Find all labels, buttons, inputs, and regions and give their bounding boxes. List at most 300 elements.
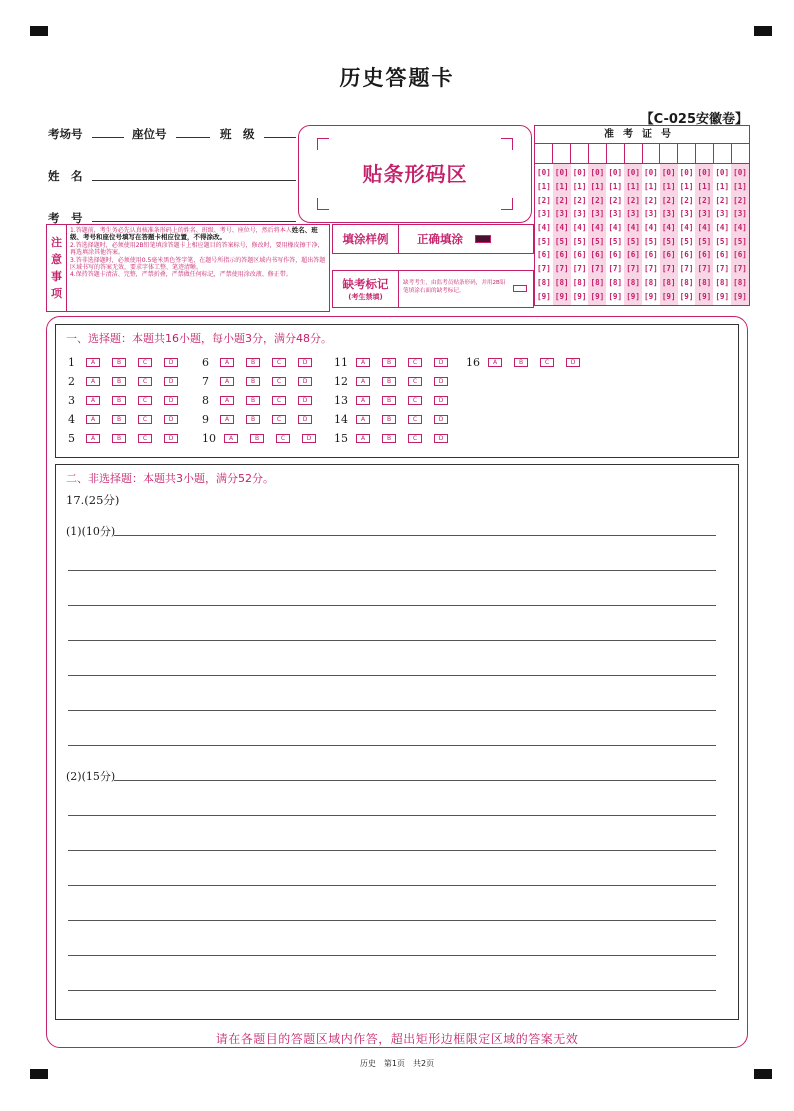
mc-option-bubble[interactable]: D bbox=[302, 434, 316, 443]
exam-id-bubble[interactable]: [7] bbox=[697, 264, 712, 274]
mc-option-bubble[interactable]: A bbox=[356, 377, 370, 386]
exam-id-bubble[interactable]: [0] bbox=[697, 168, 712, 178]
mc-option-bubble[interactable]: C bbox=[408, 377, 422, 386]
exam-id-bubble[interactable]: [7] bbox=[537, 264, 551, 274]
exam-id-digit-column bbox=[553, 164, 571, 305]
exam-id-bubble[interactable]: [3] bbox=[626, 209, 640, 219]
mc-option-bubble[interactable]: C bbox=[408, 415, 422, 424]
exam-id-cell[interactable] bbox=[678, 144, 696, 163]
exam-id-bubble[interactable]: [6] bbox=[644, 250, 658, 260]
mc-question-number: 1 bbox=[68, 355, 75, 369]
mc-option-bubble[interactable]: A bbox=[86, 434, 100, 443]
free-response-section bbox=[55, 464, 739, 1020]
notice-heading-char: 注 bbox=[51, 236, 62, 249]
mc-option-bubble[interactable]: D bbox=[164, 415, 178, 424]
seat-field[interactable] bbox=[176, 137, 210, 138]
exam-id-bubble[interactable]: [5] bbox=[608, 236, 623, 246]
mc-question bbox=[68, 431, 190, 445]
exam-id-bubble[interactable]: [5] bbox=[697, 236, 712, 246]
mc-option-bubble[interactable]: D bbox=[298, 377, 312, 386]
mc-question bbox=[68, 374, 190, 388]
mc-question-number: 12 bbox=[334, 374, 348, 388]
notice-heading-char: 意 bbox=[51, 253, 62, 266]
exam-id-write-cells bbox=[535, 144, 749, 164]
alignment-marker-bottom-left bbox=[30, 1069, 48, 1079]
exam-id-bubble[interactable]: [8] bbox=[715, 277, 730, 287]
answer-line[interactable] bbox=[68, 640, 716, 641]
exam-id-bubble[interactable]: [4] bbox=[554, 223, 569, 233]
mc-option-bubble[interactable]: A bbox=[220, 415, 234, 424]
exam-id-bubble[interactable]: [0] bbox=[733, 168, 747, 178]
mc-option-bubble[interactable]: B bbox=[246, 415, 260, 424]
exam-id-bubble[interactable]: [4] bbox=[715, 223, 730, 233]
fill-sample-label: 填涂样例 bbox=[333, 225, 399, 253]
exam-id-bubble[interactable]: [5] bbox=[537, 236, 551, 246]
exam-id-bubble[interactable]: [2] bbox=[626, 195, 640, 205]
notice-item-3: 3.答非选择题时，必须使用0.5毫米黑色签字笔，在题号所指示的答题区域内书写作答，超出答题区域书写的答案无效，要求字体工整、笔迹清晰。 bbox=[70, 256, 326, 272]
mc-question bbox=[68, 393, 190, 407]
mc-question bbox=[334, 374, 460, 388]
exam-id-cell[interactable] bbox=[625, 144, 643, 163]
mc-option-bubble[interactable]: A bbox=[220, 377, 234, 386]
page-number: 历史 第1页 共2页 bbox=[359, 1059, 435, 1068]
exam-id-bubble[interactable]: [8] bbox=[697, 277, 712, 287]
exam-id-bubble[interactable]: [7] bbox=[715, 264, 730, 274]
notice-box bbox=[46, 224, 330, 312]
exam-id-bubble[interactable]: [5] bbox=[590, 236, 605, 246]
mc-question-number: 3 bbox=[68, 393, 75, 407]
exam-id-bubble[interactable]: [9] bbox=[679, 291, 694, 301]
exam-id-bubble[interactable]: [6] bbox=[661, 250, 676, 260]
exam-id-bubble[interactable]: [3] bbox=[590, 209, 605, 219]
exam-id-bubble[interactable]: [9] bbox=[554, 291, 569, 301]
exam-id-bubble[interactable]: [3] bbox=[733, 209, 747, 219]
exam-id-bubble[interactable]: [2] bbox=[590, 195, 605, 205]
exam-id-bubble[interactable]: [4] bbox=[697, 223, 712, 233]
mc-option-bubble[interactable]: A bbox=[356, 396, 370, 405]
exam-id-digit-columns bbox=[535, 164, 749, 305]
mc-option-bubble[interactable]: D bbox=[566, 358, 580, 367]
exam-id-digit-column bbox=[713, 164, 731, 305]
exam-id-bubble[interactable]: [1] bbox=[644, 182, 658, 192]
exam-id-bubble[interactable]: [8] bbox=[537, 277, 551, 287]
absent-mark-box bbox=[332, 270, 534, 308]
exam-id-bubble[interactable]: [1] bbox=[537, 182, 551, 192]
multiple-choice-title: 一、选择题：本题共16小题，每小题3分，满分48分。 bbox=[66, 332, 332, 345]
exam-id-bubble[interactable]: [2] bbox=[537, 195, 551, 205]
exam-id-bubble[interactable]: [3] bbox=[661, 209, 676, 219]
class-label: 班 级 bbox=[220, 127, 255, 141]
exam-id-bubble[interactable]: [2] bbox=[679, 195, 694, 205]
mc-question-number: 9 bbox=[202, 412, 209, 426]
exam-id-bubble[interactable]: [3] bbox=[679, 209, 694, 219]
mc-option-bubble[interactable]: D bbox=[164, 377, 178, 386]
exam-id-digit-column bbox=[678, 164, 696, 305]
notice-item-1: 1.答题前，考生务必先认真核准条形码上的姓名、班级、考号、座位号，然后将本人姓名、班级、考号和座位号填写在答题卡相应位置，不得涂改。 bbox=[70, 226, 318, 242]
exam-id-bubble[interactable]: [0] bbox=[715, 168, 730, 178]
exam-id-bubble[interactable]: [9] bbox=[608, 291, 623, 301]
alignment-marker-bottom-right bbox=[754, 1069, 772, 1079]
mc-option-bubble[interactable]: D bbox=[434, 396, 448, 405]
exam-id-bubble[interactable]: [5] bbox=[572, 236, 587, 246]
mc-option-bubble[interactable]: A bbox=[86, 377, 100, 386]
mc-question bbox=[334, 431, 460, 445]
mc-option-bubble[interactable]: D bbox=[434, 358, 448, 367]
notice-body bbox=[70, 227, 326, 279]
answer-line[interactable] bbox=[68, 920, 716, 921]
exam-id-cell[interactable] bbox=[714, 144, 732, 163]
exam-id-bubble[interactable]: [7] bbox=[644, 264, 658, 274]
mc-question-number: 6 bbox=[202, 355, 209, 369]
notice-item-4: 4.保持答题卡清洁、完整，严禁折叠，严禁做任何标记，严禁使用涂改液、修正带。 bbox=[70, 271, 292, 279]
mc-question-number: 11 bbox=[334, 355, 348, 369]
exam-id-bubble[interactable]: [9] bbox=[590, 291, 605, 301]
mc-question-number: 2 bbox=[68, 374, 75, 388]
exam-id-bubble[interactable]: [0] bbox=[537, 168, 551, 178]
exam-id-bubble[interactable]: [0] bbox=[572, 168, 587, 178]
mc-option-bubble[interactable]: C bbox=[138, 415, 152, 424]
mc-question bbox=[202, 412, 324, 426]
mc-question bbox=[466, 355, 592, 369]
mc-option-bubble[interactable]: C bbox=[408, 434, 422, 443]
mc-question-number: 16 bbox=[466, 355, 480, 369]
exam-id-cell[interactable] bbox=[571, 144, 589, 163]
exam-id-bubble[interactable]: [0] bbox=[608, 168, 623, 178]
mc-option-bubble[interactable]: D bbox=[164, 396, 178, 405]
exam-id-bubble[interactable]: [7] bbox=[554, 264, 569, 274]
sub-question-2-label: (2)(15分) bbox=[66, 770, 116, 783]
exam-id-bubble[interactable]: [4] bbox=[626, 223, 640, 233]
absent-mark-bubble[interactable] bbox=[513, 285, 527, 292]
mc-option-bubble[interactable]: A bbox=[220, 396, 234, 405]
mc-option-bubble[interactable]: B bbox=[382, 434, 396, 443]
mc-option-bubble[interactable]: D bbox=[164, 434, 178, 443]
exam-id-cell[interactable] bbox=[732, 144, 749, 163]
exam-id-cell[interactable] bbox=[535, 144, 553, 163]
mc-option-bubble[interactable]: C bbox=[138, 358, 152, 367]
mc-question bbox=[334, 355, 460, 369]
exam-id-bubble[interactable]: [4] bbox=[608, 223, 623, 233]
barcode-corner-tr bbox=[501, 138, 513, 150]
exam-id-bubble[interactable]: [7] bbox=[590, 264, 605, 274]
exam-id-bubble[interactable]: [7] bbox=[679, 264, 694, 274]
exam-id-digit-column bbox=[606, 164, 624, 305]
exam-id-bubble[interactable]: [4] bbox=[537, 223, 551, 233]
mc-option-bubble[interactable]: D bbox=[434, 434, 448, 443]
answer-line[interactable] bbox=[68, 815, 716, 816]
mc-option-bubble[interactable]: A bbox=[86, 396, 100, 405]
sub-question-1-label: (1)(10分) bbox=[66, 525, 116, 538]
absent-mark-note: 缺考考生，由监考员贴条形码，并用2B铅笔填涂右面的缺考标记。 bbox=[403, 280, 506, 294]
exam-id-bubble[interactable]: [9] bbox=[661, 291, 676, 301]
exam-id-bubble[interactable]: [2] bbox=[697, 195, 712, 205]
mc-question bbox=[68, 412, 190, 426]
answer-line[interactable] bbox=[68, 990, 716, 991]
seat-label: 座位号 bbox=[132, 127, 167, 141]
exam-id-bubble[interactable]: [6] bbox=[572, 250, 587, 260]
question-17-label: 17.(25分) bbox=[66, 493, 120, 507]
mc-option-bubble[interactable]: C bbox=[408, 396, 422, 405]
barcode-area bbox=[298, 125, 532, 223]
exam-id-bubble[interactable]: [0] bbox=[590, 168, 605, 178]
exam-id-bubble[interactable]: [4] bbox=[644, 223, 658, 233]
exam-id-bubble[interactable]: [8] bbox=[608, 277, 623, 287]
exam-id-bubble[interactable]: [1] bbox=[554, 182, 569, 192]
exam-id-bubble[interactable]: [9] bbox=[572, 291, 587, 301]
class-field[interactable] bbox=[264, 137, 296, 138]
exam-id-digit-column bbox=[588, 164, 606, 305]
answer-line[interactable] bbox=[114, 535, 716, 536]
exam-id-digit-column bbox=[535, 164, 553, 305]
exam-no-label: 考 号 bbox=[48, 211, 83, 225]
exam-id-bubble[interactable]: [1] bbox=[626, 182, 640, 192]
exam-id-bubble[interactable]: [9] bbox=[626, 291, 640, 301]
exam-id-bubble[interactable]: [4] bbox=[679, 223, 694, 233]
exam-no-field[interactable] bbox=[92, 221, 296, 222]
exam-id-bubble[interactable]: [6] bbox=[733, 250, 747, 260]
mc-option-bubble[interactable]: C bbox=[276, 434, 290, 443]
answer-line[interactable] bbox=[68, 605, 716, 606]
mc-question-number: 5 bbox=[68, 431, 75, 445]
exam-id-bubble[interactable]: [7] bbox=[661, 264, 676, 274]
page-title: 历史答题卡 bbox=[339, 65, 455, 90]
exam-id-bubble[interactable]: [9] bbox=[644, 291, 658, 301]
absent-mark-label: 缺考标记 (考生禁填) bbox=[333, 271, 399, 307]
exam-id-cell[interactable] bbox=[607, 144, 625, 163]
exam-id-bubble[interactable]: [8] bbox=[679, 277, 694, 287]
answer-line[interactable] bbox=[68, 745, 716, 746]
mc-option-bubble[interactable]: D bbox=[298, 415, 312, 424]
mc-option-bubble[interactable]: A bbox=[356, 415, 370, 424]
exam-id-digit-column bbox=[660, 164, 678, 305]
exam-id-bubble[interactable]: [5] bbox=[626, 236, 640, 246]
mc-option-bubble[interactable]: B bbox=[382, 415, 396, 424]
fill-sample-value: 正确填涂 bbox=[399, 231, 491, 247]
exam-id-bubble[interactable]: [2] bbox=[733, 195, 747, 205]
exam-id-bubble[interactable]: [3] bbox=[697, 209, 712, 219]
exam-id-bubble[interactable]: [7] bbox=[626, 264, 640, 274]
exam-id-bubble[interactable]: [3] bbox=[537, 209, 551, 219]
mc-option-bubble[interactable]: B bbox=[246, 358, 260, 367]
exam-id-cell[interactable] bbox=[696, 144, 714, 163]
exam-id-bubble[interactable]: [0] bbox=[644, 168, 658, 178]
exam-id-bubble[interactable]: [9] bbox=[715, 291, 730, 301]
mc-option-bubble[interactable]: A bbox=[356, 358, 370, 367]
notice-item-2: 2.答选择题时，必须使用2B铅笔填涂答题卡上相应题目的答案标号，修改时，要用橡皮擦干净，再选填涂其他答案。 bbox=[70, 241, 324, 257]
mc-option-bubble[interactable]: A bbox=[356, 434, 370, 443]
mc-option-bubble[interactable]: A bbox=[224, 434, 238, 443]
exam-id-bubble[interactable]: [9] bbox=[733, 291, 747, 301]
exam-id-bubble[interactable]: [9] bbox=[697, 291, 712, 301]
answer-line[interactable] bbox=[68, 955, 716, 956]
mc-question-number: 8 bbox=[202, 393, 209, 407]
mc-option-bubble[interactable]: B bbox=[382, 358, 396, 367]
exam-id-bubble[interactable]: [6] bbox=[715, 250, 730, 260]
exam-id-bubble[interactable]: [8] bbox=[644, 277, 658, 287]
exam-id-bubble[interactable]: [1] bbox=[715, 182, 730, 192]
exam-id-bubble[interactable]: [5] bbox=[733, 236, 747, 246]
exam-id-bubble[interactable]: [8] bbox=[554, 277, 569, 287]
mc-option-bubble[interactable]: B bbox=[112, 396, 126, 405]
exam-room-label: 考场号 bbox=[48, 127, 83, 141]
name-label: 姓 名 bbox=[48, 169, 83, 183]
exam-id-bubble[interactable]: [5] bbox=[679, 236, 694, 246]
exam-id-digit-column bbox=[642, 164, 660, 305]
exam-id-cell[interactable] bbox=[660, 144, 678, 163]
mc-option-bubble[interactable]: A bbox=[86, 358, 100, 367]
exam-id-bubble[interactable]: [2] bbox=[608, 195, 623, 205]
exam-id-bubble[interactable]: [8] bbox=[733, 277, 747, 287]
exam-id-bubble[interactable]: [8] bbox=[590, 277, 605, 287]
mc-question-number: 14 bbox=[334, 412, 348, 426]
mc-question-number: 13 bbox=[334, 393, 348, 407]
mc-option-bubble[interactable]: C bbox=[540, 358, 554, 367]
answer-line[interactable] bbox=[68, 850, 716, 851]
mc-option-bubble[interactable]: B bbox=[250, 434, 264, 443]
exam-id-bubble[interactable]: [5] bbox=[661, 236, 676, 246]
exam-id-bubble[interactable]: [2] bbox=[572, 195, 587, 205]
exam-id-bubble[interactable]: [0] bbox=[554, 168, 569, 178]
mc-option-bubble[interactable]: B bbox=[112, 434, 126, 443]
exam-id-bubble[interactable]: [7] bbox=[572, 264, 587, 274]
filled-bubble-sample bbox=[475, 235, 491, 243]
exam-id-bubble[interactable]: [1] bbox=[590, 182, 605, 192]
exam-id-bubble[interactable]: [1] bbox=[608, 182, 623, 192]
exam-id-bubble[interactable]: [7] bbox=[733, 264, 747, 274]
mc-option-bubble[interactable]: B bbox=[514, 358, 528, 367]
exam-id-cell[interactable] bbox=[643, 144, 661, 163]
mc-question bbox=[334, 393, 460, 407]
answer-line[interactable] bbox=[68, 675, 716, 676]
multiple-choice-section bbox=[55, 324, 739, 458]
mc-option-bubble[interactable]: B bbox=[382, 396, 396, 405]
barcode-label: 贴条形码区 bbox=[362, 162, 468, 186]
exam-id-bubble[interactable]: [7] bbox=[608, 264, 623, 274]
exam-id-bubble[interactable]: [8] bbox=[626, 277, 640, 287]
exam-id-bubble[interactable]: [4] bbox=[661, 223, 676, 233]
mc-question bbox=[68, 355, 190, 369]
mc-option-bubble[interactable]: B bbox=[112, 358, 126, 367]
exam-id-bubble[interactable]: [6] bbox=[537, 250, 551, 260]
mc-option-bubble[interactable]: C bbox=[272, 358, 286, 367]
exam-id-bubble[interactable]: [0] bbox=[679, 168, 694, 178]
exam-id-bubble[interactable]: [0] bbox=[661, 168, 676, 178]
mc-option-bubble[interactable]: D bbox=[434, 415, 448, 424]
mc-question-number: 4 bbox=[68, 412, 75, 426]
exam-id-bubble[interactable]: [3] bbox=[715, 209, 730, 219]
mc-option-bubble[interactable]: A bbox=[488, 358, 502, 367]
exam-id-digit-column bbox=[571, 164, 589, 305]
exam-id-bubble[interactable]: [1] bbox=[697, 182, 712, 192]
exam-id-digit-column bbox=[731, 164, 749, 305]
exam-id-cell[interactable] bbox=[589, 144, 607, 163]
exam-id-bubble[interactable]: [3] bbox=[644, 209, 658, 219]
mc-option-bubble[interactable]: C bbox=[272, 396, 286, 405]
fill-sample-box bbox=[332, 224, 534, 254]
mc-option-bubble[interactable]: D bbox=[164, 358, 178, 367]
mc-option-bubble[interactable]: B bbox=[246, 396, 260, 405]
mc-option-bubble[interactable]: D bbox=[298, 358, 312, 367]
mc-option-bubble[interactable]: C bbox=[138, 434, 152, 443]
exam-id-bubble[interactable]: [5] bbox=[554, 236, 569, 246]
mc-option-bubble[interactable]: A bbox=[220, 358, 234, 367]
exam-id-bubble[interactable]: [6] bbox=[626, 250, 640, 260]
answer-line[interactable] bbox=[68, 885, 716, 886]
exam-id-bubble[interactable]: [9] bbox=[537, 291, 551, 301]
exam-id-bubble[interactable]: [2] bbox=[644, 195, 658, 205]
mc-option-bubble[interactable]: B bbox=[112, 377, 126, 386]
exam-id-bubble[interactable]: [2] bbox=[715, 195, 730, 205]
mc-option-bubble[interactable]: C bbox=[408, 358, 422, 367]
notice-heading bbox=[47, 225, 67, 311]
exam-id-bubble[interactable]: [0] bbox=[626, 168, 640, 178]
exam-id-bubble[interactable]: [5] bbox=[644, 236, 658, 246]
exam-id-bubble[interactable]: [1] bbox=[661, 182, 676, 192]
mc-option-bubble[interactable]: B bbox=[382, 377, 396, 386]
exam-id-bubble[interactable]: [2] bbox=[661, 195, 676, 205]
answer-line[interactable] bbox=[114, 780, 716, 781]
mc-question-number: 15 bbox=[334, 431, 348, 445]
exam-room-field[interactable] bbox=[92, 137, 124, 138]
exam-id-cell[interactable] bbox=[553, 144, 571, 163]
mc-option-bubble[interactable]: D bbox=[434, 377, 448, 386]
notice-heading-char: 事 bbox=[51, 270, 62, 283]
mc-option-bubble[interactable]: A bbox=[86, 415, 100, 424]
exam-id-bubble[interactable]: [8] bbox=[572, 277, 587, 287]
exam-id-bubble[interactable]: [6] bbox=[554, 250, 569, 260]
exam-id-bubble[interactable]: [4] bbox=[572, 223, 587, 233]
exam-id-bubble[interactable]: [3] bbox=[572, 209, 587, 219]
exam-id-grid bbox=[534, 125, 750, 306]
exam-id-bubble[interactable]: [6] bbox=[679, 250, 694, 260]
exam-id-bubble[interactable]: [6] bbox=[608, 250, 623, 260]
barcode-corner-tl bbox=[317, 138, 329, 150]
name-field[interactable] bbox=[92, 180, 296, 181]
exam-id-bubble[interactable]: [4] bbox=[733, 223, 747, 233]
exam-id-bubble[interactable]: [1] bbox=[733, 182, 747, 192]
mc-question bbox=[334, 412, 460, 426]
exam-id-digit-column bbox=[624, 164, 642, 305]
alignment-marker-top-left bbox=[30, 26, 48, 36]
mc-option-bubble[interactable]: C bbox=[272, 415, 286, 424]
mc-question-number: 7 bbox=[202, 374, 209, 388]
exam-id-bubble[interactable]: [3] bbox=[554, 209, 569, 219]
exam-id-bubble[interactable]: [8] bbox=[661, 277, 676, 287]
answer-line[interactable] bbox=[68, 570, 716, 571]
answer-line[interactable] bbox=[68, 710, 716, 711]
exam-id-bubble[interactable]: [4] bbox=[590, 223, 605, 233]
exam-id-bubble[interactable]: [3] bbox=[608, 209, 623, 219]
exam-id-bubble[interactable]: [5] bbox=[715, 236, 730, 246]
footer-warning: 请在各题目的答题区域内作答，超出矩形边框限定区域的答案无效 bbox=[215, 1032, 579, 1046]
free-response-title: 二、非选择题：本题共3小题，满分52分。 bbox=[66, 472, 274, 485]
mc-option-bubble[interactable]: B bbox=[246, 377, 260, 386]
exam-id-bubble[interactable]: [6] bbox=[697, 250, 712, 260]
mc-option-bubble[interactable]: C bbox=[138, 396, 152, 405]
exam-id-header: 准考证号 bbox=[535, 126, 749, 144]
mc-option-bubble[interactable]: C bbox=[272, 377, 286, 386]
mc-question-number: 10 bbox=[202, 431, 216, 445]
mc-option-bubble[interactable]: B bbox=[112, 415, 126, 424]
exam-id-bubble[interactable]: [2] bbox=[554, 195, 569, 205]
exam-id-bubble[interactable]: [6] bbox=[590, 250, 605, 260]
mc-option-bubble[interactable]: C bbox=[138, 377, 152, 386]
edition-label: 【C-025安徽卷】 bbox=[640, 112, 748, 127]
mc-question bbox=[202, 431, 328, 445]
exam-id-bubble[interactable]: [1] bbox=[679, 182, 694, 192]
mc-option-bubble[interactable]: D bbox=[298, 396, 312, 405]
exam-id-bubble[interactable]: [1] bbox=[572, 182, 587, 192]
